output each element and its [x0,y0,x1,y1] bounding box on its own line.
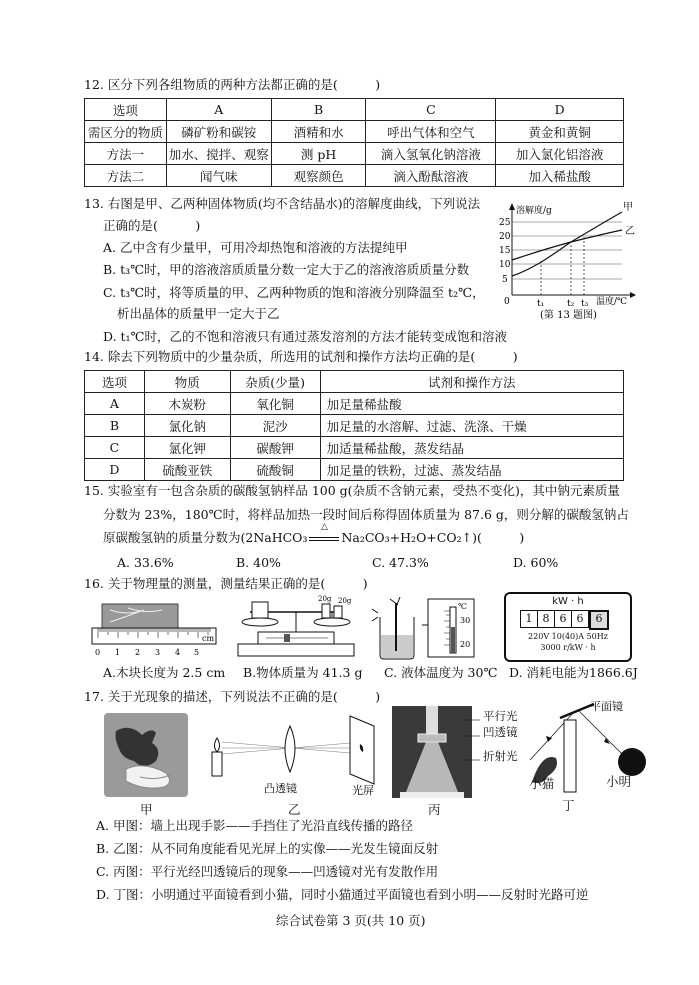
meter-spec-2: 3000 r/kW · h [540,643,596,652]
q13-line2: 正确的是( ) [103,218,201,233]
table-cell: 木炭粉 [144,393,230,415]
q13-option-a: A. 乙中含有少量甲，可用冷却热饱和溶液的方法提纯甲 [103,240,408,255]
q16-option-b: B.物体质量为 41.3 g [243,665,363,680]
table-header-row [85,99,624,121]
table-cell: 加入稀盐酸 [496,165,624,187]
fig-label-yi: 乙 [288,802,301,817]
reaction-arrow [307,522,341,545]
meter-digit: 1 [520,610,538,628]
table-cell: 加入氯化铝溶液 [496,143,624,165]
table-cell: D [85,459,145,481]
hand-shadow-figure [104,713,188,797]
table-cell: 碳酸钾 [230,437,320,459]
table-cell: 酒精和水 [271,121,366,143]
q15-option-c: C. 47.3% [372,555,429,570]
q13-option-c1: C. t₃℃时，将等质量的甲、乙两种物质的饱和溶液分别降温至 t₂℃， [103,285,485,300]
ruler-figure [90,598,220,660]
table-cell: 硫酸亚铁 [144,459,230,481]
fig-label-ding: 丁 [562,798,575,813]
chart-caption: (第 13 题图) [540,310,597,321]
q16-option-a: A.木块长度为 2.5 cm [103,665,226,680]
ytick-20: 20 [499,232,511,242]
q15-line1: 15. 实验室有一包含杂质的碳酸氢钠样品 100 g(杂质不含钠元素，受热不变化)，其中钠元素质量 [84,483,620,498]
table-cell: 加适量稀盐酸，蒸发结晶 [320,437,623,459]
meter-spec-1: 220V 10(40)A 50Hz [528,632,608,641]
ruler-unit: cm [202,634,215,643]
label-yi: 乙 [625,226,635,237]
table-cell: C [366,99,496,121]
table-header-row [85,371,624,393]
q13-option-d: D. t₁℃时，乙的不饱和溶液只有通过蒸发溶剂的方法才能转变成饱和溶液 [103,329,508,344]
table-cell: 方法二 [85,165,167,187]
table-cell: 氧化铜 [230,393,320,415]
q17-option-d: D. 丁图：小明通过平面镜看到小猫，同时小猫通过平面镜也看到小明——反射时光路可逆 [96,887,589,902]
solubility-chart [496,200,646,325]
table-cell: 加足量的水溶解、过滤、洗涤、干燥 [320,415,623,437]
origin: 0 [504,297,510,307]
curve-jia [512,212,622,276]
q13-line1: 13. 右图是甲、乙两种固体物质(均不含结晶水)的溶解度曲线，下列说法 [84,196,481,211]
wall-post [564,720,576,792]
parallel-label: 平行光 [483,709,518,723]
q17-option-c: C. 丙图：平行光经凹透镜后的现象——凹透镜对光有发散作用 [96,864,439,879]
table-cell: A [166,99,271,121]
table-row [85,393,624,415]
concave-label: 凹透镜 [483,725,518,739]
table-cell: A [85,393,145,415]
candle-flame [215,738,220,752]
table-cell: 需区分的物质 [85,121,167,143]
q15-option-a: A. 33.6% [117,555,174,570]
ytick-25: 25 [499,218,511,228]
weight-2 [334,606,342,618]
table-cell: 呼出气体和空气 [366,121,496,143]
xtick-t3: t₃ [581,299,589,309]
chart-ylabel: 溶解度/g [516,206,552,216]
convex-lens [285,726,295,772]
table-cell: 方法一 [85,143,167,165]
table-cell: 观察颜色 [271,165,366,187]
concave-lens-figure [392,706,472,798]
ruler-5: 5 [194,648,200,657]
table-cell: 磷矿粉和碳铵 [166,121,271,143]
meter-unit: kW · h [552,596,584,607]
table-cell: 氯化钠 [144,415,230,437]
ruler-2: 2 [135,648,141,657]
q13-option-c2: 析出晶体的质量甲一定大于乙 [117,306,280,321]
meter-digit: 6 [572,610,589,628]
weight-label-2: 20g [338,597,352,605]
ming-label: 小明 [606,774,632,789]
ytick-5: 5 [502,275,508,285]
refract-label: 折射光 [483,749,518,763]
ruler-1: 1 [115,648,121,657]
therm-30: 30 [460,616,471,625]
q15-line3a: 原碳酸氢钠的质量分数为(2NaHCO₃ [103,530,308,545]
wood-block [102,604,178,628]
q13-option-b: B. t₃℃时，甲的溶液溶质质量分数一定大于乙的溶液溶质质量分数 [103,262,470,277]
ytick-15: 15 [499,246,511,256]
table-cell: D [496,99,624,121]
lens-label: 凸透镜 [264,782,297,795]
table-cell: C [85,437,145,459]
meter-digit-decimal: 6 [589,610,609,630]
q16-option-d: D. 消耗电能为1866.6J [509,665,638,680]
therm-unit: ℃ [458,602,467,611]
q12-table [84,98,624,187]
table-cell: 物质 [144,371,230,393]
table-row [85,121,624,143]
table-cell: 选项 [85,99,167,121]
heat-condition: △ [320,522,328,532]
q15-line3b: Na₂CO₃+H₂O+CO₂↑)( ) [341,530,525,545]
q15-option-d: D. 60% [513,555,559,570]
table-row [85,415,624,437]
lens-figure [202,712,382,804]
table-cell: B [271,99,366,121]
object-on-pan [252,602,268,618]
table-cell: B [85,415,145,437]
table-cell: 氯化钾 [144,437,230,459]
therm-20: 20 [460,640,471,649]
meter-digit: 6 [555,610,572,628]
plane-mirror [560,704,594,718]
table-row [85,459,624,481]
table-cell: 加足量稀盐酸 [320,393,623,415]
ytick-10: 10 [499,260,511,270]
table-row [85,437,624,459]
fig-label-jia: 甲 [140,802,153,817]
table-cell: 黄金和黄铜 [496,121,624,143]
q15-option-b: B. 40% [236,555,281,570]
q17-option-a: A. 甲图：墙上出现手影——手挡住了光沿直线传播的路径 [96,818,413,833]
candle [212,752,222,776]
ruler-4: 4 [175,648,181,657]
mirror-label: 平面镜 [590,700,623,713]
fig-label-bing: 丙 [428,802,441,817]
thermometer-figure [370,595,480,663]
meter-digits [520,610,609,630]
xtick-t2: t₂ [567,299,575,309]
weight-1 [322,604,330,618]
q12-stem: 12. 区分下列各组物质的两种方法都正确的是( ) [84,77,381,92]
balance-base [238,644,354,656]
q16-option-c: C. 液体温度为 30℃ [384,665,498,680]
shadow-shape [116,728,159,766]
table-cell: 硫酸铜 [230,459,320,481]
label-jia: 甲 [623,202,633,213]
table-cell: 测 pH [271,143,366,165]
balance-figure [232,592,362,662]
cat-label: 小猫 [529,776,555,791]
table-cell: 滴入氢氧化钠溶液 [366,143,496,165]
q14-table [84,370,624,481]
q14-stem: 14. 除去下列物质中的少量杂质，所选用的试剂和操作方法均正确的是( ) [84,349,518,364]
table-cell: 加足量的铁粉，过滤、蒸发结晶 [320,459,623,481]
xtick-t1: t₁ [537,299,545,309]
table-row [85,165,624,187]
ruler-3: 3 [155,648,161,657]
table-row [85,143,624,165]
ruler-0: 0 [95,648,101,657]
boy-head [618,748,646,776]
table-cell: 试剂和操作方法 [320,371,623,393]
screen-label: 光屏 [352,784,374,797]
meter-digit: 8 [538,610,555,628]
page-footer: 综合试卷第 3 页(共 10 页) [276,913,426,928]
weight-label-1: 20g [318,595,332,603]
q17-stem: 17. 关于光现象的描述，下列说法不正确的是( ) [84,689,381,704]
q16-stem: 16. 关于物理量的测量，测量结果正确的是( ) [84,576,368,591]
q17-option-b: B. 乙图：从不同角度能看见光屏上的实像——光发生镜面反射 [96,841,439,856]
table-cell: 加水、搅拌、观察 [166,143,271,165]
table-cell: 选项 [85,371,145,393]
table-cell: 闻气味 [166,165,271,187]
energy-meter [504,592,632,662]
q15-line2: 分数为 23%，180℃时，将样品加热一段时间后称得固体质量为 87.6 g，则分解的碳酸氢钠占 [103,507,629,522]
chart-xlabel: 温度/℃ [596,297,628,307]
table-cell: 滴入酚酞溶液 [366,165,496,187]
table-cell: 杂质(少量) [230,371,320,393]
table-cell: 泥沙 [230,415,320,437]
q15-line3 [103,522,525,545]
